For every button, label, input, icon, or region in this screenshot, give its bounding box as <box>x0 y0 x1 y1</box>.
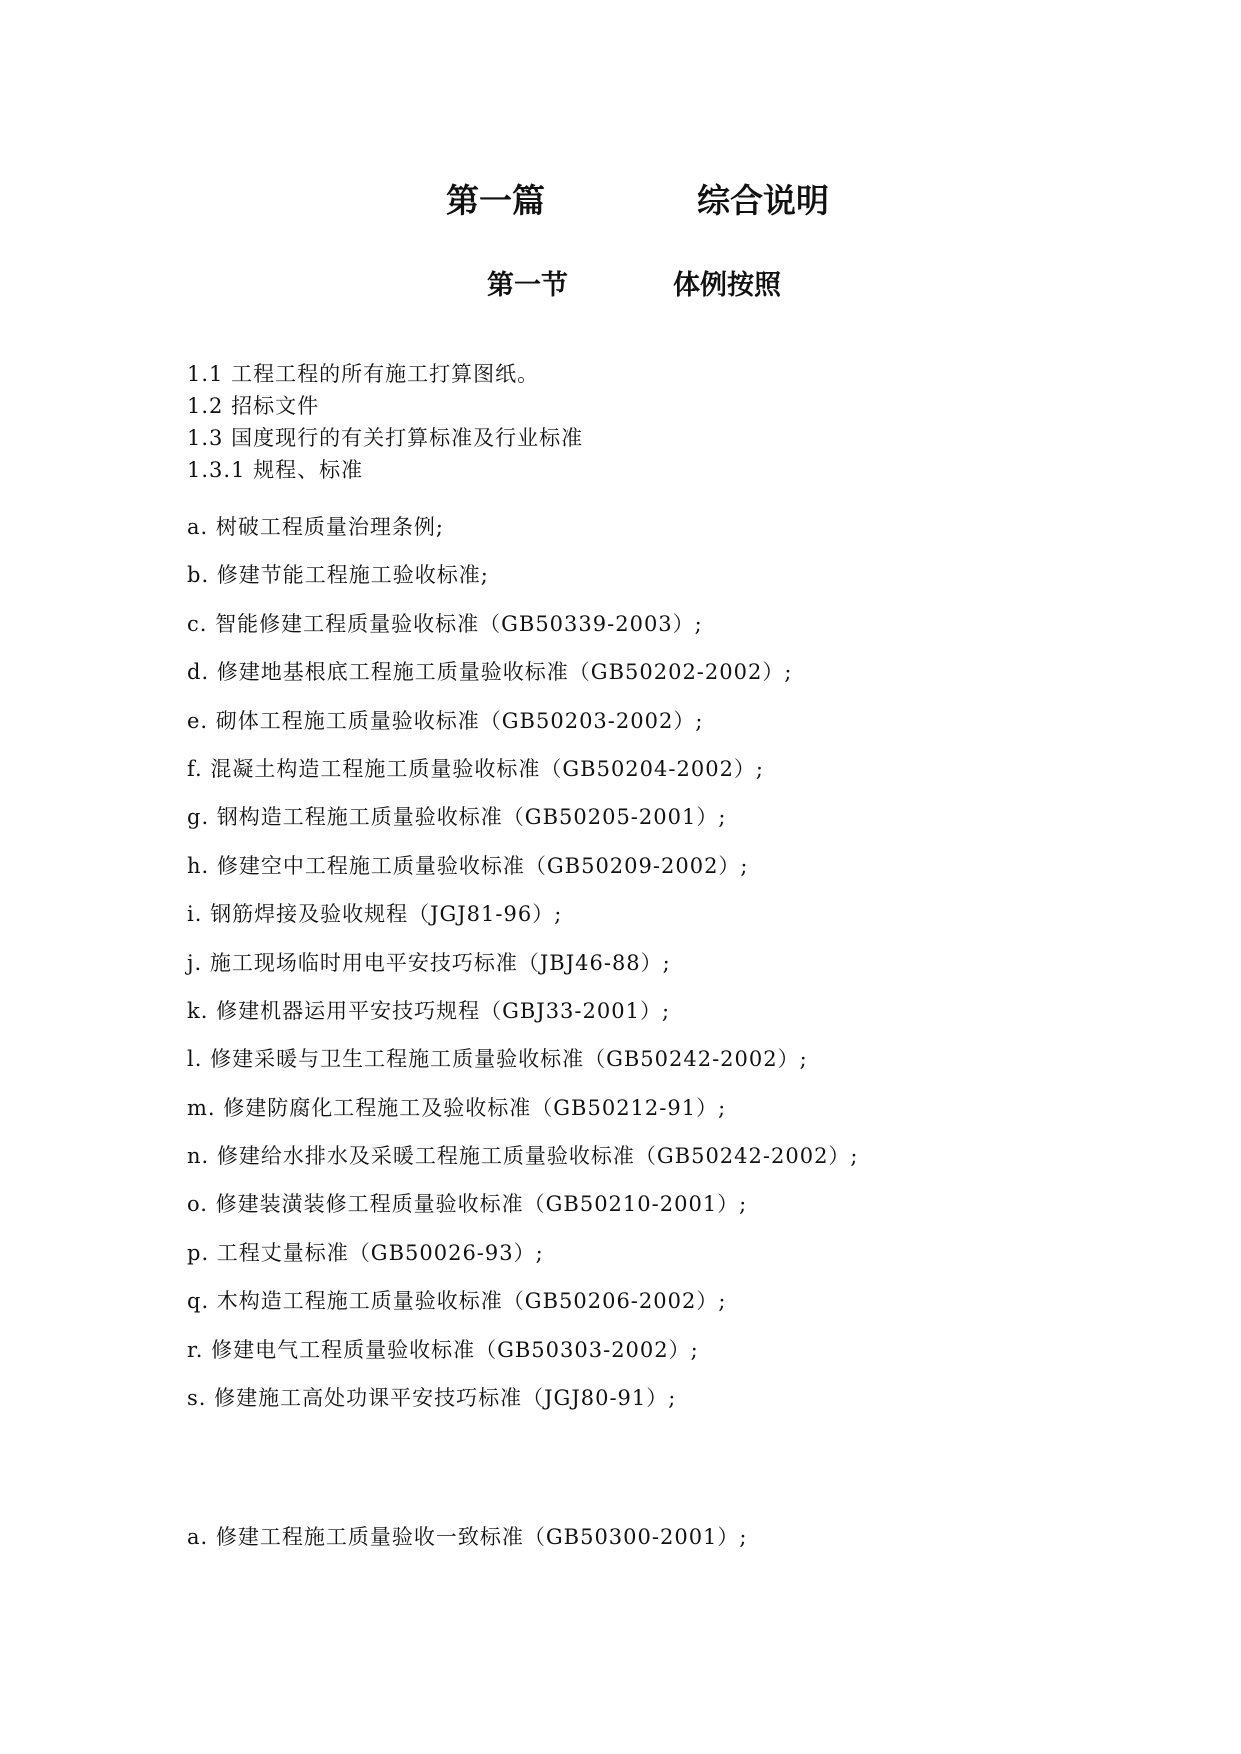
list-item: p. 工程丈量标准（GB50026-93）; <box>187 1240 544 1265</box>
list-item: g. 钢构造工程施工质量验收标准（GB50205-2001）; <box>187 805 727 830</box>
list-item: c. 智能修建工程质量验收标准（GB50339-2003）; <box>187 611 703 636</box>
list-item: o. 修建装潢装修工程质量验收标准（GB50210-2001）; <box>187 1192 748 1217</box>
list-item: e. 砌体工程施工质量验收标准（GB50203-2002）; <box>187 708 704 733</box>
list-item: l. 修建采暖与卫生工程施工质量验收标准（GB50242-2002）; <box>187 1047 808 1072</box>
list-item: r. 修建电气工程质量验收标准（GB50303-2002）; <box>187 1337 699 1362</box>
list-item: b. 修建节能工程施工验收标准; <box>187 563 489 588</box>
list-item: f. 混凝土构造工程施工质量验收标准（GB50204-2002）; <box>187 756 764 781</box>
list-item: m. 修建防腐化工程施工及验收标准（GB50212-91）; <box>187 1095 727 1120</box>
list-item: s. 修建施工高处功课平安技巧标准（JGJ80-91）; <box>187 1386 677 1411</box>
list-item: a. 树破工程质量治理条例; <box>187 515 444 539</box>
intro-line: 1.2 招标文件 <box>187 394 320 418</box>
chapter-title <box>0 176 1241 226</box>
section-number: 第一节 <box>487 270 568 301</box>
chapter-name: 综合说明 <box>697 181 829 220</box>
list-item: h. 修建空中工程施工质量验收标准（GB50209-2002）; <box>187 853 749 878</box>
section-title <box>0 266 1241 306</box>
intro-line: 1.3.1 规程、标准 <box>187 458 364 482</box>
chapter-number: 第一篇 <box>446 181 545 220</box>
intro-line: 1.1 工程工程的所有施工打算图纸。 <box>187 362 540 386</box>
list-item: n. 修建给水排水及采暖工程施工质量验收标准（GB50242-2002）; <box>187 1144 859 1169</box>
list-item: d. 修建地基根底工程施工质量验收标准（GB50202-2002）; <box>187 660 793 685</box>
list-item: j. 施工现场临时用电平安技巧标准（JBJ46-88）; <box>187 950 671 975</box>
extra-list-item: a. 修建工程施工质量验收一致标准（GB50300-2001）; <box>187 1525 748 1549</box>
list-item: k. 修建机器运用平安技巧规程（GBJ33-2001）; <box>187 998 671 1023</box>
section-name: 体例按照 <box>673 270 781 301</box>
intro-line: 1.3 国度现行的有关打算标准及行业标准 <box>187 426 584 450</box>
list-item: q. 木构造工程施工质量验收标准（GB50206-2002）; <box>187 1289 727 1314</box>
basis-intro-list <box>187 358 1087 486</box>
list-item: i. 钢筋焊接及验收规程（JGJ81-96）; <box>187 902 563 927</box>
standards-list <box>187 503 1187 1422</box>
